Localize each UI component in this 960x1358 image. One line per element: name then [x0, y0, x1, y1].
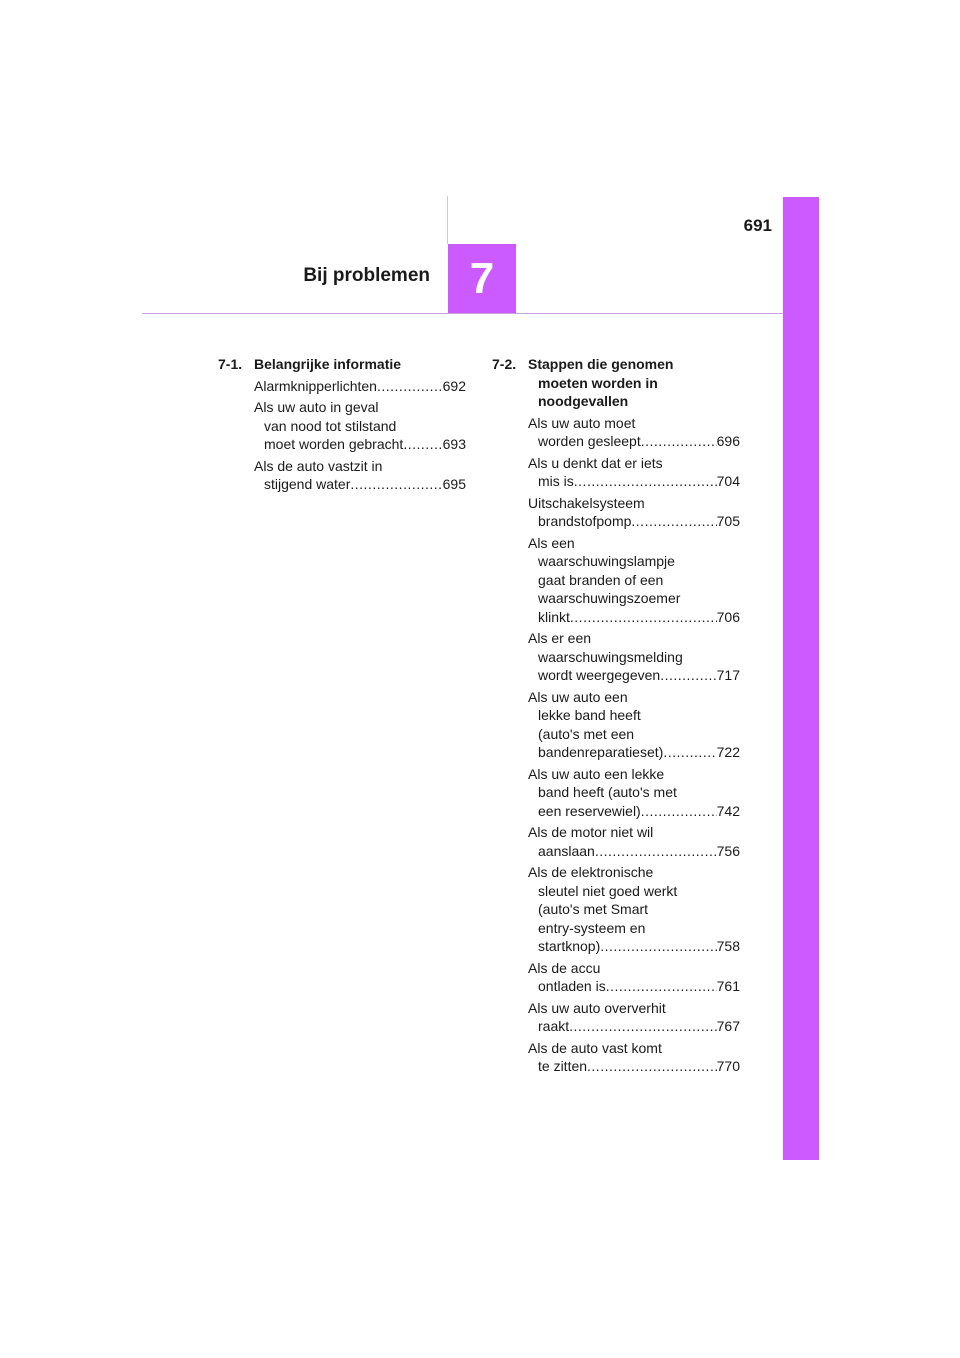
- toc-entry-last-line: [528, 512, 740, 531]
- toc-entry-last-line: [254, 475, 466, 494]
- toc-column-left: [218, 355, 466, 497]
- toc-entry-last-line: [254, 377, 466, 396]
- toc-entry-line: aanslaan: [538, 842, 595, 859]
- chapter-side-tab: [783, 197, 819, 1160]
- chapter-number: 7: [469, 253, 495, 303]
- toc-entry-line: van nood tot stilstand: [264, 417, 397, 434]
- toc-dot-leader: [570, 608, 717, 627]
- toc-entry-last-line: [528, 1017, 740, 1036]
- toc-entry-last-line: [528, 937, 740, 956]
- page-number: 691: [743, 216, 772, 235]
- toc-dot-leader: [403, 435, 442, 454]
- toc-entry-last-line: [528, 432, 740, 451]
- toc-entry[interactable]: [254, 457, 466, 494]
- toc-section-title-line: Belangrijke informatie: [254, 356, 402, 372]
- toc-entry-last-line: [528, 802, 740, 821]
- toc-entry-last-line: [528, 842, 740, 861]
- toc-section-heading: [218, 355, 466, 374]
- toc-entry[interactable]: [254, 377, 466, 396]
- toc-entry[interactable]: [528, 1039, 740, 1076]
- toc-entry-line: klinkt: [538, 608, 570, 625]
- toc-entry-line: Als uw auto moet: [528, 414, 636, 431]
- toc-entry-line: waarschuwingszoemer: [538, 590, 681, 606]
- toc-page-number[interactable]: 693: [442, 436, 466, 452]
- chapter-number-box: [448, 244, 516, 313]
- toc-dot-leader: [631, 512, 716, 531]
- toc-entry-line: Als uw auto in geval: [254, 399, 379, 415]
- toc-entry-line: Uitschakelsysteem: [528, 494, 645, 511]
- toc-entry-last-line: [528, 666, 740, 685]
- toc-entry[interactable]: [528, 765, 740, 821]
- toc-entry[interactable]: [528, 959, 740, 996]
- toc-dot-leader: [574, 472, 717, 491]
- toc-dot-leader: [641, 432, 717, 451]
- toc-entry[interactable]: [528, 688, 740, 762]
- toc-page-number[interactable]: 770: [716, 1058, 740, 1074]
- toc-entry-line: Als er een: [528, 630, 592, 646]
- toc-entry[interactable]: [528, 454, 740, 491]
- toc-dot-leader: [600, 937, 716, 956]
- chapter-title: Bij problemen: [303, 265, 430, 286]
- toc-entry-line: Als uw auto een lekke: [528, 765, 665, 782]
- header-divider-horizontal: [142, 313, 783, 314]
- toc-entry-line: bandenreparatieset): [538, 744, 664, 760]
- toc-dot-leader: [377, 377, 443, 396]
- toc-entry[interactable]: [528, 414, 740, 451]
- toc-entry-line: Als de elektronische: [528, 864, 654, 880]
- toc-dot-leader: [663, 743, 716, 762]
- toc-entry-line: gaat branden of een: [538, 571, 664, 588]
- toc-entry-line: Als de auto vast komt: [528, 1039, 662, 1056]
- toc-dot-leader: [595, 842, 717, 861]
- toc-entry-line: sleutel niet goed werkt: [538, 882, 678, 899]
- toc-page-number[interactable]: 695: [442, 476, 466, 492]
- toc-entry-line: Als uw auto oververhit: [528, 999, 666, 1016]
- toc-entry-line: wordt weergegeven: [538, 667, 661, 683]
- toc-entry-line: startknop): [538, 938, 601, 954]
- toc-page-number[interactable]: 758: [716, 938, 740, 954]
- toc-section-title-line: noodgevallen: [538, 393, 629, 409]
- toc-entry-line: ontladen is: [538, 978, 606, 994]
- toc-page-number[interactable]: 692: [442, 377, 466, 394]
- toc-page-number[interactable]: 696: [716, 433, 740, 449]
- toc-section-title: [528, 355, 740, 411]
- toc-entry-line: waarschuwingslampje: [538, 553, 675, 569]
- toc-section-heading: [492, 355, 740, 411]
- toc-dot-leader: [641, 802, 717, 821]
- toc-page-number[interactable]: 756: [716, 842, 740, 859]
- toc-entry-line: Als een: [528, 534, 575, 551]
- toc-entry-last-line: [528, 608, 740, 627]
- toc-entry-line: te zitten: [538, 1058, 588, 1074]
- toc-page-number[interactable]: 704: [716, 473, 740, 489]
- toc-entry-line: brandstofpomp: [538, 513, 632, 529]
- toc-section-title: [254, 355, 466, 374]
- toc-entry-line: (auto's met Smart: [538, 901, 649, 917]
- toc-entry-last-line: [528, 1057, 740, 1076]
- toc-entry[interactable]: [528, 863, 740, 956]
- toc-dot-leader: [569, 1017, 717, 1036]
- toc-entry-line: (auto's met een: [538, 725, 635, 742]
- toc-entry-line: lekke band heeft: [538, 707, 641, 723]
- toc-page-number[interactable]: 742: [716, 802, 740, 819]
- toc-section-number: 7-1.: [218, 356, 243, 372]
- toc-dot-leader: [606, 977, 717, 996]
- toc-section-title-line: Stappen die genomen: [528, 356, 674, 372]
- toc-entry-last-line: [254, 435, 466, 454]
- toc-entry-line: waarschuwingsmelding: [538, 648, 683, 665]
- toc-section-title-line: moeten worden in: [538, 374, 658, 391]
- toc-column-right: [492, 355, 740, 1079]
- toc-page-number[interactable]: 706: [716, 608, 740, 625]
- toc-page-number[interactable]: 722: [716, 744, 740, 760]
- toc-entry-line: Als de auto vastzit in: [254, 457, 383, 474]
- toc-entry-line: Als de motor niet wil: [528, 824, 654, 840]
- toc-entry-line: worden gesleept: [538, 433, 641, 449]
- toc-entry-line: entry-systeem en: [538, 919, 646, 936]
- toc-entry-last-line: [528, 472, 740, 491]
- toc-entry-line: Alarmknipperlichten: [254, 377, 377, 394]
- toc-dot-leader: [350, 475, 442, 494]
- toc-page-number[interactable]: 761: [716, 978, 740, 994]
- toc-entry-line: moet worden gebracht: [264, 436, 404, 452]
- toc-section-number: 7-2.: [492, 356, 517, 372]
- toc-entry-line: een reservewiel): [538, 802, 641, 819]
- toc-entry-last-line: [528, 977, 740, 996]
- header-divider-vertical: [447, 196, 448, 244]
- toc-entry-line: Als u denkt dat er iets: [528, 454, 663, 471]
- toc-page-number[interactable]: 767: [716, 1018, 740, 1034]
- toc-entry-line: raakt: [538, 1018, 570, 1034]
- toc-entry-line: Als de accu: [528, 959, 601, 976]
- toc-entry[interactable]: [528, 823, 740, 860]
- toc-entry[interactable]: [528, 534, 740, 627]
- toc-entry[interactable]: [254, 398, 466, 454]
- toc-entry-line: band heeft (auto's met: [538, 784, 677, 800]
- toc-entry[interactable]: [528, 999, 740, 1036]
- toc-dot-leader: [660, 666, 716, 685]
- toc-entry-line: Als uw auto een: [528, 688, 628, 705]
- toc-entry[interactable]: [528, 629, 740, 685]
- toc-page-number[interactable]: 705: [716, 513, 740, 529]
- toc-entry-line: stijgend water: [264, 476, 351, 492]
- toc-entry-last-line: [528, 743, 740, 762]
- toc-entry-line: mis is: [538, 473, 574, 489]
- toc-entry[interactable]: [528, 494, 740, 531]
- toc-page-number[interactable]: 717: [716, 667, 740, 683]
- toc-dot-leader: [587, 1057, 717, 1076]
